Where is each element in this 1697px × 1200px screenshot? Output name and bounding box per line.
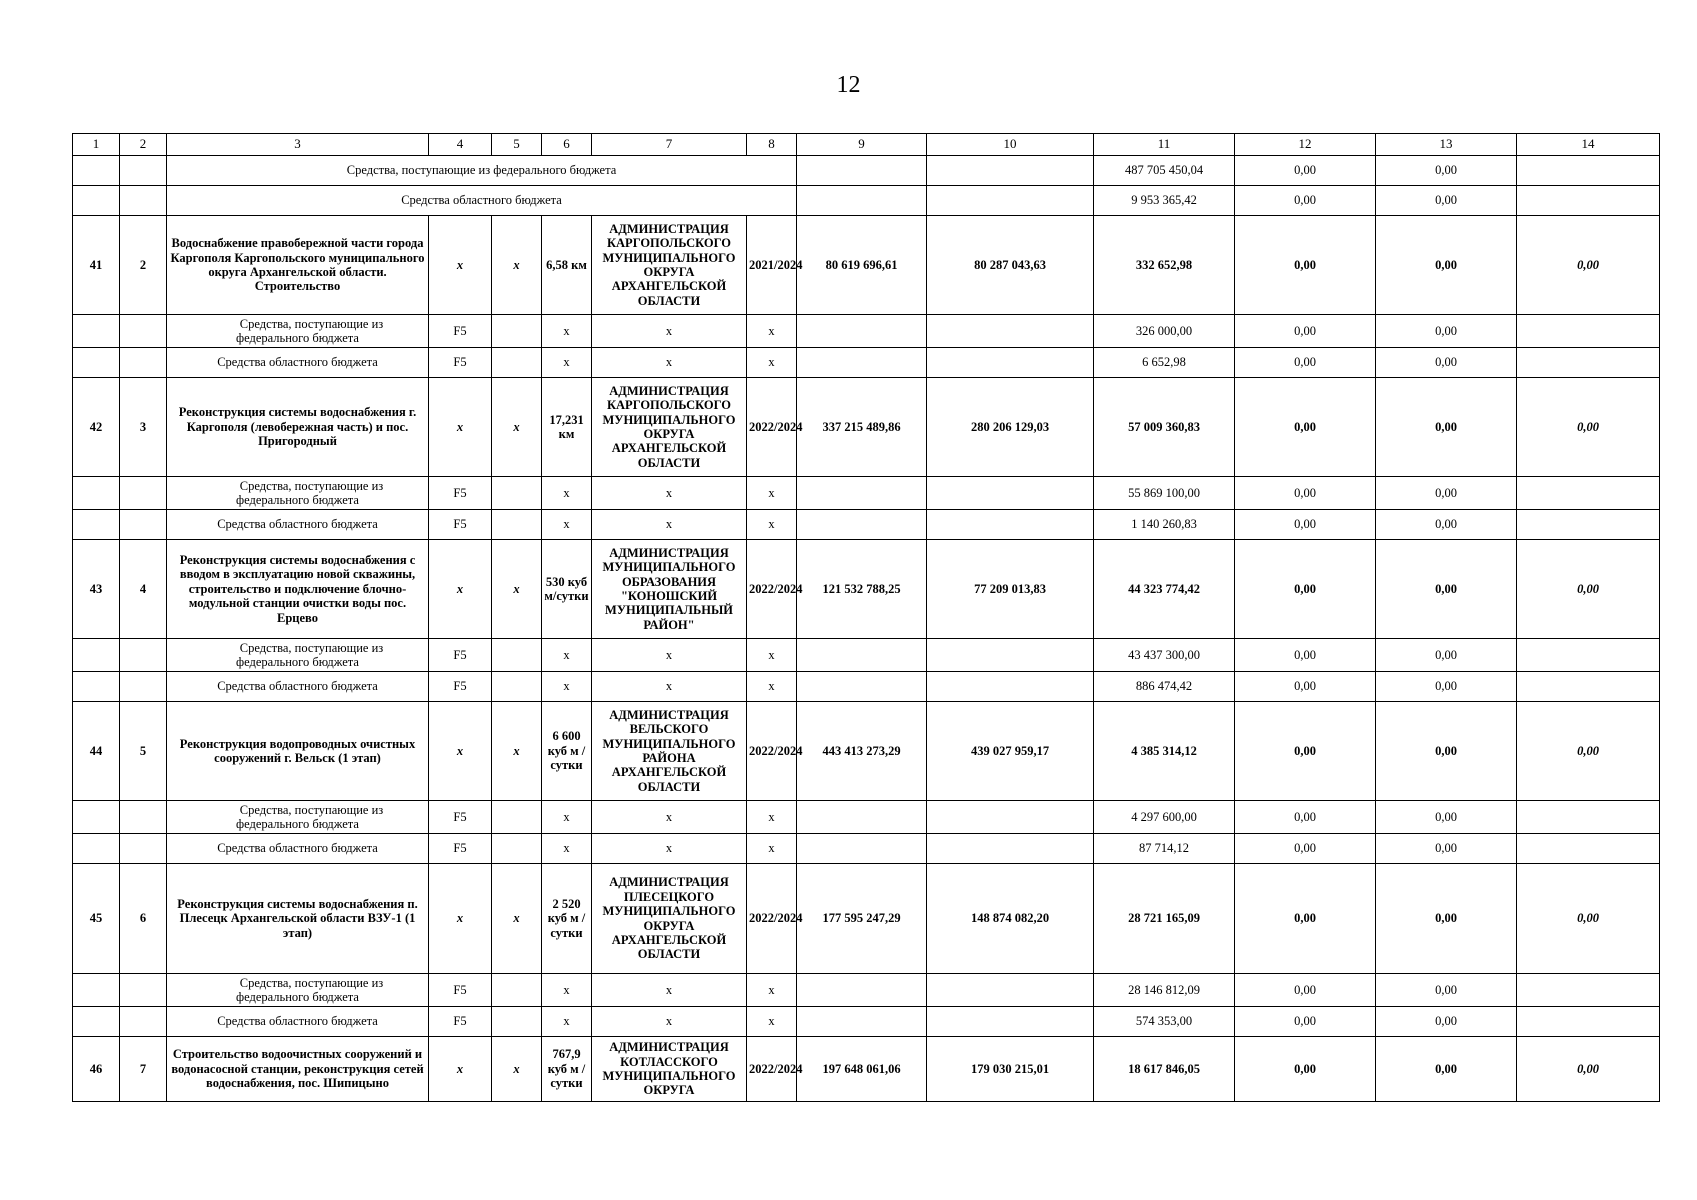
amount-year-3: 0,00 [1376,348,1517,378]
empty-cell [797,639,927,672]
construction-period: x [747,639,797,672]
amount-year-2: 0,00 [1235,477,1376,510]
empty-cell [73,974,120,1007]
empty-cell [120,186,167,216]
funding-source-label-line: Средства, поступающие из [239,975,384,990]
federal-funds-row [73,639,1660,672]
construction-period: x [747,801,797,834]
empty-cell [1517,186,1660,216]
amount-year-3: 0,00 [1376,1007,1517,1037]
federal-funds-row [73,801,1660,834]
amount-cell: 487 705 450,04 [1094,156,1235,186]
capacity: 17,231 км [542,378,592,477]
funding-source-label: Средства областного бюджета [167,348,429,378]
regional-funds-row [73,1007,1660,1037]
empty-cell [1517,315,1660,348]
funding-source-label: Средства областного бюджета [167,834,429,864]
empty-cell [797,477,927,510]
customer-organization: АДМИНИСТРАЦИЯ ВЕЛЬСКОГО МУНИЦИПАЛЬНОГО РАЙОНА АРХАНГЕЛЬСКОЙ ОБЛАСТИ [592,702,747,801]
funding-source-label: Средства областного бюджета [167,510,429,540]
estimated-cost: 197 648 061,06 [797,1037,927,1102]
amount-year-1: 4 297 600,00 [1094,801,1235,834]
empty-cell [73,348,120,378]
column-4-value: x [429,864,492,974]
empty-cell [492,672,542,702]
empty-cell [927,834,1094,864]
customer-organization: АДМИНИСТРАЦИЯ КАРГОПОЛЬСКОГО МУНИЦИПАЛЬНОГО ОКРУГА АРХАНГЕЛЬСКОЙ ОБЛАСТИ [592,378,747,477]
spent-amount: 439 027 959,17 [927,702,1094,801]
customer-organization: АДМИНИСТРАЦИЯ КАРГОПОЛЬСКОГО МУНИЦИПАЛЬНОГО ОКРУГА АРХАНГЕЛЬСКОЙ ОБЛАСТИ [592,216,747,315]
amount-year-3: 0,00 [1376,864,1517,974]
capacity: 767,9 куб м / сутки [542,1037,592,1102]
customer-organization: АДМИНИСТРАЦИЯ ПЛЕСЕЦКОГО МУНИЦИПАЛЬНОГО ОКРУГА АРХАНГЕЛЬСКОЙ ОБЛАСТИ [592,864,747,974]
budget-code: F5 [429,639,492,672]
empty-cell [927,315,1094,348]
amount-cell: 0,00 [1376,156,1517,186]
funding-source-label [167,639,429,672]
customer-organization: x [592,348,747,378]
amount-year-1: 1 140 260,83 [1094,510,1235,540]
empty-cell [1517,974,1660,1007]
project-name: Реконструкция системы водоснабжения г. Каргополя (левобережная часть) и пос. Пригородный [167,378,429,477]
header-cell: 14 [1517,134,1660,156]
sub-number: 2 [120,216,167,315]
empty-cell [797,315,927,348]
amount-year-2: 0,00 [1235,348,1376,378]
construction-period: x [747,672,797,702]
sub-number: 5 [120,702,167,801]
sub-number: 7 [120,1037,167,1102]
amount-year-1: 28 146 812,09 [1094,974,1235,1007]
empty-cell [73,315,120,348]
empty-cell [120,315,167,348]
amount-year-3: 0,00 [1376,639,1517,672]
empty-cell [797,801,927,834]
sub-number: 4 [120,540,167,639]
funding-source-label-line: федерального бюджета [236,990,359,1004]
funding-source-label [167,315,429,348]
amount-year-2: 0,00 [1235,864,1376,974]
header-cell: 6 [542,134,592,156]
row-number: 41 [73,216,120,315]
empty-cell [1517,672,1660,702]
empty-cell [120,672,167,702]
funding-source-label: Средства областного бюджета [167,672,429,702]
empty-cell [120,510,167,540]
empty-cell [1517,834,1660,864]
customer-organization: x [592,672,747,702]
customer-organization: x [592,1007,747,1037]
funding-source-label-line: Средства, поступающие из [239,802,384,817]
budget-code: F5 [429,1007,492,1037]
capacity: 2 520 куб м / сутки [542,864,592,974]
amount-year-2: 0,00 [1235,801,1376,834]
empty-cell [73,186,120,216]
project-name: Реконструкция водопроводных очистных сооружений г. Вельск (1 этап) [167,702,429,801]
construction-period: x [747,510,797,540]
header-cell: 3 [167,134,429,156]
empty-cell [120,348,167,378]
row-number: 45 [73,864,120,974]
amount-year-1: 18 617 846,05 [1094,1037,1235,1102]
regional-funds-row [73,672,1660,702]
amount-remaining: 0,00 [1517,702,1660,801]
budget-code: F5 [429,510,492,540]
amount-year-1: 4 385 314,12 [1094,702,1235,801]
empty-cell [1517,1007,1660,1037]
funding-source-label: Средства областного бюджета [167,186,797,216]
amount-year-1: 55 869 100,00 [1094,477,1235,510]
customer-organization: x [592,510,747,540]
sub-number: 6 [120,864,167,974]
header-cell: 9 [797,134,927,156]
table-body [73,134,1660,1102]
customer-organization: x [592,801,747,834]
capacity: x [542,639,592,672]
empty-cell [797,974,927,1007]
customer-organization: АДМИНИСТРАЦИЯ КОТЛАССКОГО МУНИЦИПАЛЬНОГО ОКРУГА [592,1037,747,1102]
capacity: x [542,348,592,378]
construction-period: x [747,348,797,378]
amount-year-3: 0,00 [1376,672,1517,702]
funding-source-label-line: Средства, поступающие из [239,640,384,655]
row-number: 42 [73,378,120,477]
amount-year-3: 0,00 [1376,1037,1517,1102]
sub-number: 3 [120,378,167,477]
federal-funds-row [73,477,1660,510]
funding-source-label [167,477,429,510]
amount-year-1: 44 323 774,42 [1094,540,1235,639]
amount-year-1: 43 437 300,00 [1094,639,1235,672]
empty-cell [73,639,120,672]
project-row [73,864,1660,974]
budget-code: F5 [429,477,492,510]
budget-code: F5 [429,834,492,864]
amount-remaining: 0,00 [1517,378,1660,477]
header-cell: 10 [927,134,1094,156]
amount-year-1: 326 000,00 [1094,315,1235,348]
regional-funds-row [73,510,1660,540]
funding-source-label-line: федерального бюджета [236,817,359,831]
column-5-value: x [492,702,542,801]
project-name: Реконструкция системы водоснабжения с вводом в эксплуатацию новой скважины, строительство и подключение блочно-модульной станции очистки воды пос. Ерцево [167,540,429,639]
construction-period: 2021/2024 [747,216,797,315]
column-5-value: x [492,378,542,477]
empty-cell [1517,510,1660,540]
funding-source-label-line: федерального бюджета [236,331,359,345]
customer-organization: x [592,477,747,510]
empty-cell [492,801,542,834]
construction-period: 2022/2024 [747,864,797,974]
amount-year-1: 87 714,12 [1094,834,1235,864]
column-4-value: x [429,702,492,801]
spent-amount: 179 030 215,01 [927,1037,1094,1102]
funding-source-label-line: Средства, поступающие из [239,478,384,493]
funding-source-label-line: Средства, поступающие из [239,316,384,331]
capacity: 530 куб м/сутки [542,540,592,639]
empty-cell [1517,801,1660,834]
empty-cell [492,477,542,510]
construction-period: 2022/2024 [747,702,797,801]
estimated-cost: 443 413 273,29 [797,702,927,801]
header-cell: 7 [592,134,747,156]
column-5-value: x [492,864,542,974]
construction-period: 2022/2024 [747,378,797,477]
construction-period: x [747,477,797,510]
column-4-value: x [429,216,492,315]
budget-code: F5 [429,348,492,378]
customer-organization: x [592,639,747,672]
spent-amount: 148 874 082,20 [927,864,1094,974]
empty-cell [927,1007,1094,1037]
construction-period: x [747,315,797,348]
amount-year-3: 0,00 [1376,510,1517,540]
budget-code: F5 [429,315,492,348]
funding-source-label [167,974,429,1007]
budget-code: F5 [429,974,492,1007]
budget-code: F5 [429,672,492,702]
empty-cell [927,672,1094,702]
federal-funds-row [73,974,1660,1007]
column-4-value: x [429,540,492,639]
funding-source-label [167,801,429,834]
capacity: 6,58 км [542,216,592,315]
estimated-cost: 121 532 788,25 [797,540,927,639]
amount-cell: 0,00 [1235,186,1376,216]
capacity: x [542,477,592,510]
empty-cell [927,477,1094,510]
column-4-value: x [429,1037,492,1102]
empty-cell [73,834,120,864]
empty-cell [927,510,1094,540]
customer-organization: АДМИНИСТРАЦИЯ МУНИЦИПАЛЬНОГО ОБРАЗОВАНИЯ "КОНОШСКИЙ МУНИЦИПАЛЬНЫЙ РАЙОН" [592,540,747,639]
empty-cell [927,639,1094,672]
empty-cell [120,834,167,864]
header-cell: 11 [1094,134,1235,156]
empty-cell [492,315,542,348]
header-cell: 12 [1235,134,1376,156]
empty-cell [797,348,927,378]
empty-cell [120,974,167,1007]
construction-period: x [747,834,797,864]
regional-funds-row [73,834,1660,864]
empty-cell [927,186,1094,216]
amount-year-3: 0,00 [1376,378,1517,477]
empty-cell [120,801,167,834]
spent-amount: 280 206 129,03 [927,378,1094,477]
empty-cell [492,974,542,1007]
estimated-cost: 177 595 247,29 [797,864,927,974]
amount-cell: 0,00 [1235,156,1376,186]
estimated-cost: 80 619 696,61 [797,216,927,315]
amount-year-3: 0,00 [1376,540,1517,639]
capacity: x [542,801,592,834]
estimated-cost: 337 215 489,86 [797,378,927,477]
empty-cell [492,639,542,672]
amount-year-1: 574 353,00 [1094,1007,1235,1037]
amount-year-2: 0,00 [1235,672,1376,702]
spent-amount: 80 287 043,63 [927,216,1094,315]
empty-cell [73,156,120,186]
amount-remaining: 0,00 [1517,216,1660,315]
empty-cell [797,1007,927,1037]
empty-cell [73,477,120,510]
project-row [73,1037,1660,1102]
project-row [73,702,1660,801]
row-number: 43 [73,540,120,639]
amount-year-1: 57 009 360,83 [1094,378,1235,477]
customer-organization: x [592,834,747,864]
amount-year-2: 0,00 [1235,1037,1376,1102]
amount-year-1: 28 721 165,09 [1094,864,1235,974]
empty-cell [120,477,167,510]
header-cell: 1 [73,134,120,156]
project-name: Строительство водоочистных сооружений и водонасосной станции, реконструкция сетей водоснабжения, пос. Шипицыно [167,1037,429,1102]
amount-year-2: 0,00 [1235,378,1376,477]
empty-cell [1517,156,1660,186]
amount-remaining: 0,00 [1517,864,1660,974]
funding-source-label-line: федерального бюджета [236,655,359,669]
amount-year-2: 0,00 [1235,834,1376,864]
federal-funds-total-row [73,156,1660,186]
empty-cell [120,1007,167,1037]
empty-cell [492,348,542,378]
header-cell: 4 [429,134,492,156]
header-cell: 2 [120,134,167,156]
amount-year-1: 332 652,98 [1094,216,1235,315]
amount-year-2: 0,00 [1235,702,1376,801]
column-4-value: x [429,378,492,477]
row-number: 46 [73,1037,120,1102]
page-number: 12 [836,72,861,98]
budget-code: F5 [429,801,492,834]
empty-cell [797,672,927,702]
amount-cell: 0,00 [1376,186,1517,216]
empty-cell [797,186,927,216]
empty-cell [73,801,120,834]
empty-cell [73,672,120,702]
header-cell: 5 [492,134,542,156]
amount-year-2: 0,00 [1235,315,1376,348]
construction-period: 2022/2024 [747,1037,797,1102]
project-row [73,378,1660,477]
funding-source-label: Средства областного бюджета [167,1007,429,1037]
spent-amount: 77 209 013,83 [927,540,1094,639]
header-row [73,134,1660,156]
header-cell: 13 [1376,134,1517,156]
amount-year-2: 0,00 [1235,510,1376,540]
capacity: x [542,510,592,540]
capacity: x [542,974,592,1007]
amount-year-3: 0,00 [1376,477,1517,510]
column-5-value: x [492,216,542,315]
capacity: 6 600 куб м / сутки [542,702,592,801]
empty-cell [73,1007,120,1037]
amount-year-3: 0,00 [1376,974,1517,1007]
amount-year-2: 0,00 [1235,1007,1376,1037]
empty-cell [797,510,927,540]
empty-cell [120,156,167,186]
project-name: Водоснабжение правобережной части города Каргополя Каргопольского муниципального округа Архангельской области. Строительство [167,216,429,315]
investment-table [72,133,1660,1102]
project-row [73,540,1660,639]
empty-cell [1517,639,1660,672]
regional-funds-total-row [73,186,1660,216]
project-row [73,216,1660,315]
construction-period: 2022/2024 [747,540,797,639]
amount-year-2: 0,00 [1235,639,1376,672]
amount-cell: 9 953 365,42 [1094,186,1235,216]
empty-cell [797,834,927,864]
amount-year-1: 6 652,98 [1094,348,1235,378]
empty-cell [492,834,542,864]
empty-cell [797,156,927,186]
project-name: Реконструкция системы водоснабжения п. Плесецк Архангельской области ВЗУ-1 (1 этап) [167,864,429,974]
amount-year-3: 0,00 [1376,315,1517,348]
empty-cell [927,801,1094,834]
construction-period: x [747,1007,797,1037]
amount-year-3: 0,00 [1376,801,1517,834]
empty-cell [1517,348,1660,378]
federal-funds-row [73,315,1660,348]
regional-funds-row [73,348,1660,378]
capacity: x [542,672,592,702]
amount-year-1: 886 474,42 [1094,672,1235,702]
row-number: 44 [73,702,120,801]
amount-remaining: 0,00 [1517,1037,1660,1102]
empty-cell [927,974,1094,1007]
empty-cell [73,510,120,540]
amount-remaining: 0,00 [1517,540,1660,639]
customer-organization: x [592,974,747,1007]
amount-year-3: 0,00 [1376,834,1517,864]
column-5-value: x [492,1037,542,1102]
empty-cell [120,639,167,672]
capacity: x [542,1007,592,1037]
amount-year-2: 0,00 [1235,540,1376,639]
capacity: x [542,315,592,348]
column-5-value: x [492,540,542,639]
empty-cell [927,348,1094,378]
empty-cell [492,510,542,540]
amount-year-3: 0,00 [1376,216,1517,315]
empty-cell [492,1007,542,1037]
empty-cell [927,156,1094,186]
funding-source-label: Средства, поступающие из федерального бюджета [167,156,797,186]
amount-year-2: 0,00 [1235,974,1376,1007]
header-cell: 8 [747,134,797,156]
amount-year-3: 0,00 [1376,702,1517,801]
construction-period: x [747,974,797,1007]
empty-cell [1517,477,1660,510]
customer-organization: x [592,315,747,348]
amount-year-2: 0,00 [1235,216,1376,315]
capacity: x [542,834,592,864]
funding-source-label-line: федерального бюджета [236,493,359,507]
